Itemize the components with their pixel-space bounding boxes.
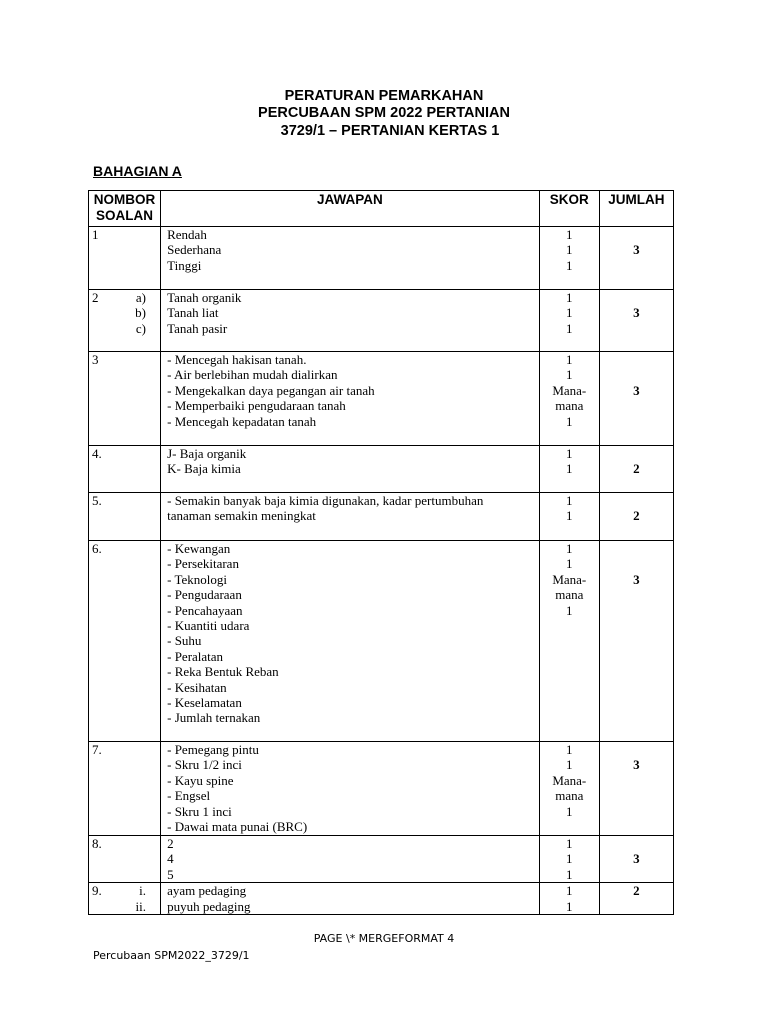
document-footer-label: Percubaan SPM2022_3729/1 (93, 949, 250, 962)
question-number: 7. (92, 742, 102, 757)
score-cell (539, 836, 599, 883)
question-number-line (92, 321, 160, 336)
answer-line: - Skru 1/2 inci (167, 757, 242, 773)
question-number: 8. (92, 836, 102, 851)
score-value: 1 (566, 352, 573, 367)
document-title-line-1: PERATURAN PEMARKAHAN (284, 88, 484, 104)
table-body (89, 227, 674, 915)
score-value: 1 (566, 242, 573, 258)
answer-line: tanaman semakin meningkat (167, 508, 316, 524)
score-value: Mana- (552, 772, 587, 788)
answer-line: - Engsel (167, 788, 211, 804)
total-cell (599, 493, 673, 541)
score-value: 1 (566, 493, 573, 508)
score-value: 1 (566, 836, 573, 851)
answer-line: Tanah organik (167, 290, 242, 305)
answer-cell (161, 541, 540, 742)
total-value: 3 (633, 571, 640, 587)
answer-line: Tanah pasir (167, 320, 228, 336)
total-spacer (600, 556, 673, 571)
score-value: 1 (566, 602, 573, 618)
answer-line: Rendah (167, 227, 207, 242)
answer-line: - Kesihatan (167, 679, 227, 695)
question-number: 4. (92, 446, 102, 461)
total-cell (599, 227, 673, 290)
total-cell (599, 290, 673, 352)
question-number-cell (89, 493, 161, 541)
score-value: 1 (566, 508, 573, 524)
total-spacer (600, 446, 673, 461)
score-value: 1 (566, 898, 573, 914)
answer-line: 5 (167, 866, 174, 882)
question-number-cell (89, 446, 161, 493)
score-value: 1 (566, 541, 573, 556)
answer-line: - Semakin banyak baja kimia digunakan, kadar pertumbuhan (167, 493, 484, 508)
total-spacer (600, 290, 673, 305)
table-row (89, 227, 674, 290)
answer-cell (161, 352, 540, 446)
question-number-cell (89, 883, 161, 915)
answer-line: K- Baja kimia (167, 461, 241, 477)
question-number-line (92, 305, 160, 320)
score-cell (539, 493, 599, 541)
answer-line: - Kayu spine (167, 772, 234, 788)
total-spacer (600, 742, 673, 757)
score-value: 1 (566, 305, 573, 321)
answer-line: 4 (167, 851, 174, 867)
answer-line: - Mengekalkan daya pegangan air tanah (167, 382, 375, 398)
score-value: 1 (566, 227, 573, 242)
answer-line: - Kewangan (167, 541, 231, 556)
total-spacer (600, 493, 673, 508)
score-cell (539, 446, 599, 493)
question-number-cell (89, 541, 161, 742)
answer-scheme-table (88, 190, 674, 915)
question-number-line (92, 227, 160, 242)
column-header-total: JUMLAH (599, 191, 673, 227)
total-cell (599, 541, 673, 742)
answer-line: - Jumlah ternakan (167, 710, 261, 726)
question-number: 2 (92, 290, 99, 305)
column-header-score: SKOR (539, 191, 599, 227)
score-value: 1 (566, 367, 573, 383)
total-value: 2 (633, 508, 640, 524)
score-value: 1 (566, 757, 573, 773)
sub-question-label: b) (135, 305, 146, 321)
score-value: 1 (566, 290, 573, 305)
score-value: 1 (566, 742, 573, 757)
answer-line: - Suhu (167, 633, 202, 649)
total-value: 3 (633, 851, 640, 867)
total-cell (599, 446, 673, 493)
question-number-cell (89, 836, 161, 883)
total-cell (599, 352, 673, 446)
total-spacer (600, 367, 673, 382)
answer-line: 2 (167, 836, 174, 851)
score-cell (539, 227, 599, 290)
score-cell (539, 541, 599, 742)
question-number-cell (89, 352, 161, 446)
answer-line: - Keselamatan (167, 695, 242, 711)
answer-cell (161, 836, 540, 883)
answer-line: - Memperbaiki pengudaraan tanah (167, 398, 346, 414)
score-value: 1 (566, 866, 573, 882)
question-number: 5. (92, 493, 102, 508)
score-value: 1 (566, 413, 573, 429)
total-spacer (600, 836, 673, 851)
question-number: 3 (92, 352, 99, 367)
table-row (89, 541, 674, 742)
page-number-field: PAGE \* MERGEFORMAT 4 (313, 932, 455, 945)
question-number-line (92, 446, 160, 461)
score-cell (539, 290, 599, 352)
total-spacer (600, 541, 673, 556)
sub-question-label: c) (135, 320, 146, 336)
score-value: 1 (566, 257, 573, 273)
answer-cell (161, 446, 540, 493)
sub-question-label: a) (135, 290, 146, 305)
table-row (89, 352, 674, 446)
table-row (89, 883, 674, 915)
answer-cell (161, 742, 540, 836)
section-heading: BAHAGIAN A (93, 163, 182, 179)
score-value: mana (555, 398, 584, 414)
answer-cell (161, 227, 540, 290)
score-cell (539, 352, 599, 446)
answer-cell (161, 883, 540, 915)
total-cell (599, 742, 673, 836)
question-number-cell (89, 742, 161, 836)
answer-line: - Mencegah hakisan tanah. (167, 352, 307, 367)
question-number-line (92, 742, 160, 757)
question-number-line (92, 352, 160, 367)
answer-line: J- Baja organik (167, 446, 247, 461)
question-number: 1 (92, 227, 99, 242)
score-cell (539, 742, 599, 836)
total-value: 2 (633, 883, 640, 899)
answer-line: ayam pedaging (167, 883, 247, 899)
question-number-line (92, 836, 160, 851)
score-value: 1 (566, 803, 573, 819)
table-row (89, 493, 674, 541)
total-value: 3 (633, 242, 640, 258)
sub-question-label: ii. (135, 898, 146, 914)
answer-line: - Persekitaran (167, 556, 239, 572)
document-title-line-2: PERCUBAAN SPM 2022 PERTANIAN (258, 105, 510, 121)
question-number-line (92, 541, 160, 556)
question-number-cell (89, 227, 161, 290)
total-value: 3 (633, 305, 640, 321)
score-value: Mana- (552, 382, 587, 398)
question-number (92, 305, 130, 320)
answer-line: - Peralatan (167, 648, 224, 664)
answer-line: - Skru 1 inci (167, 803, 232, 819)
answer-line: Sederhana (167, 242, 222, 258)
question-number (92, 899, 130, 914)
table-row (89, 290, 674, 352)
column-header-question-number: NOMBOR SOALAN (89, 191, 161, 227)
table-row (89, 836, 674, 883)
score-value: mana (555, 587, 584, 603)
table-row (89, 742, 674, 836)
answer-line: - Teknologi (167, 571, 227, 587)
question-number: 9. (92, 883, 102, 899)
sub-question-label: i. (139, 883, 146, 899)
answer-line: Tinggi (167, 257, 202, 273)
score-cell (539, 883, 599, 915)
answer-line: - Mencegah kepadatan tanah (167, 413, 317, 429)
question-number: 6. (92, 541, 102, 556)
score-value: 1 (566, 461, 573, 477)
column-header-answer: JAWAPAN (161, 191, 540, 227)
answer-line: - Dawai mata punai (BRC) (167, 819, 308, 835)
answer-line: - Reka Bentuk Reban (167, 664, 279, 680)
document-title-line-3: 3729/1 – PERTANIAN KERTAS 1 (280, 123, 500, 139)
score-value: 1 (566, 851, 573, 867)
question-number (92, 321, 130, 336)
score-value: Mana- (552, 571, 587, 587)
score-value: 1 (566, 883, 573, 899)
total-cell (599, 836, 673, 883)
question-number-line (92, 290, 160, 305)
total-value: 3 (633, 757, 640, 773)
total-cell (599, 883, 673, 915)
score-value: 1 (566, 446, 573, 461)
answer-line: Tanah liat (167, 305, 219, 321)
score-value: mana (555, 788, 584, 804)
answer-line: - Kuantiti udara (167, 618, 250, 634)
answer-line: - Pengudaraan (167, 587, 242, 603)
question-number-line (92, 883, 160, 898)
question-number-line (92, 899, 160, 914)
answer-line: - Air berlebihan mudah dialirkan (167, 367, 338, 383)
answer-line: puyuh pedaging (167, 898, 251, 914)
score-value: 1 (566, 320, 573, 336)
answer-line: - Pencahayaan (167, 602, 243, 618)
table-header-row (89, 191, 674, 227)
total-spacer (600, 352, 673, 367)
score-value: 1 (566, 556, 573, 572)
answer-cell (161, 493, 540, 541)
total-value: 2 (633, 461, 640, 477)
total-value: 3 (633, 382, 640, 398)
answer-line: - Pemegang pintu (167, 742, 259, 757)
question-number-cell (89, 290, 161, 352)
answer-cell (161, 290, 540, 352)
question-number-line (92, 493, 160, 508)
table-row (89, 446, 674, 493)
total-spacer (600, 227, 673, 242)
